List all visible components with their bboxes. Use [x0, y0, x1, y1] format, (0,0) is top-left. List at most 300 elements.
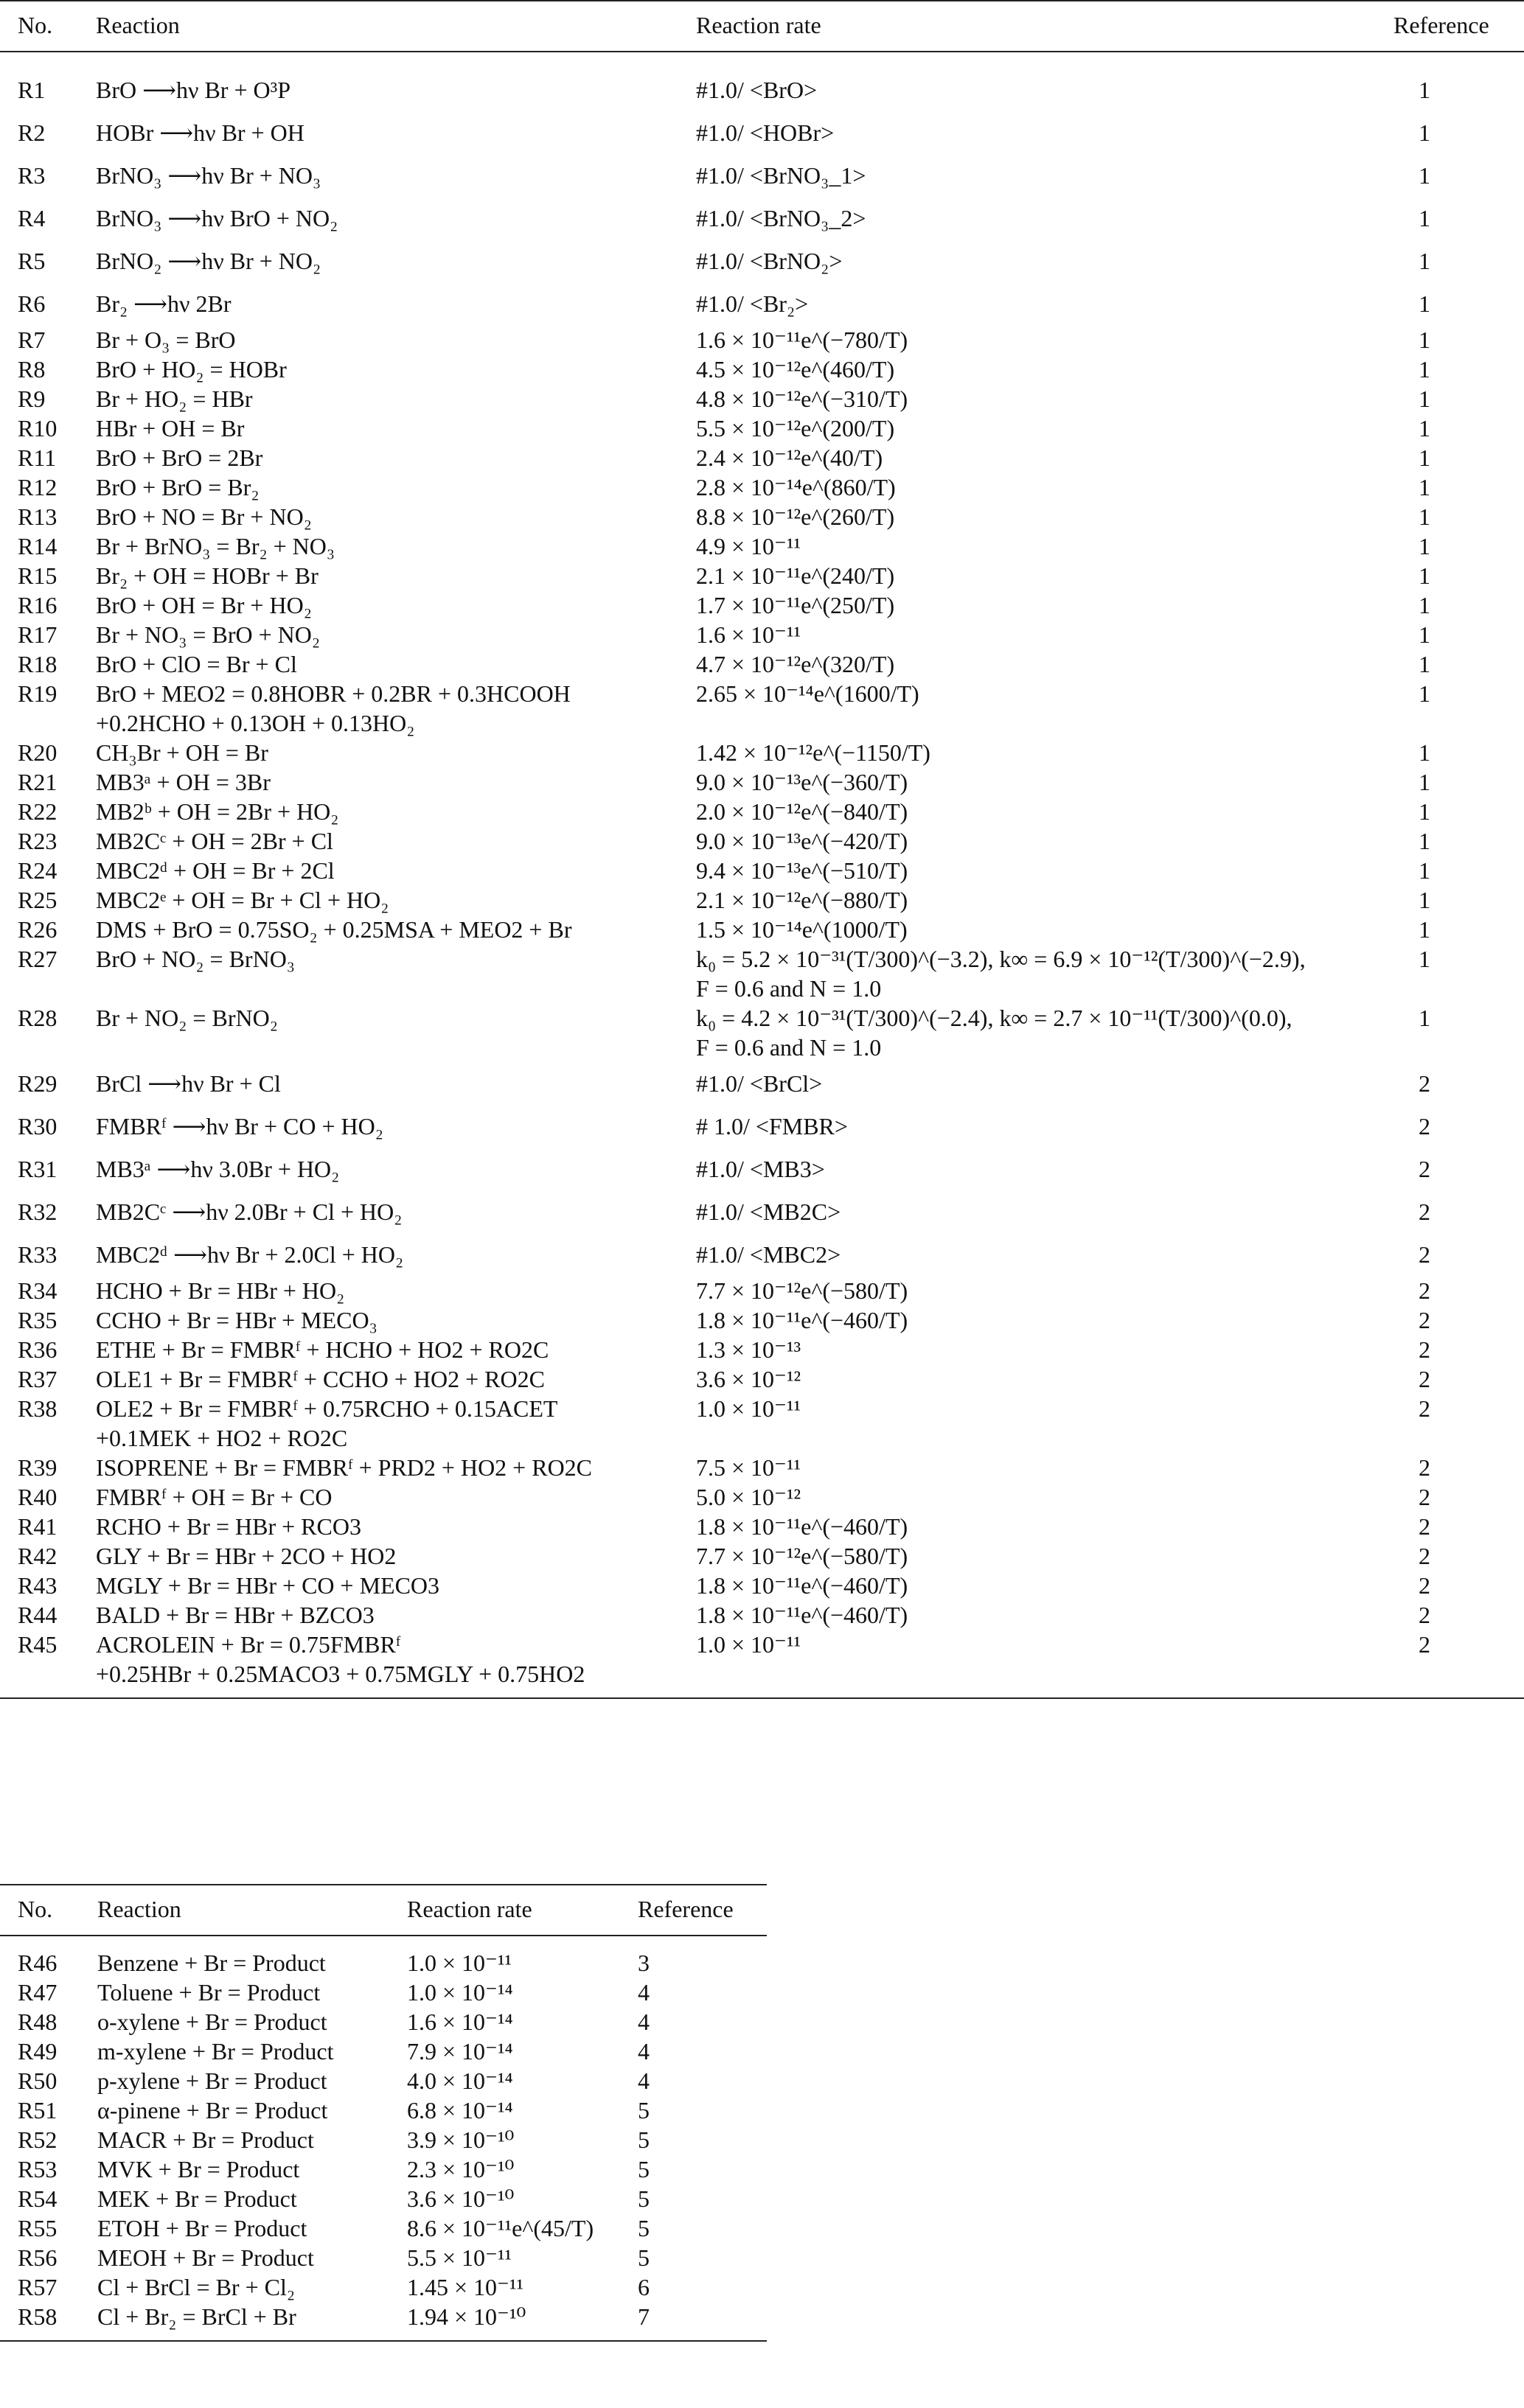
row-number: R43 — [18, 1572, 58, 1599]
rate-cell: #1.0/ <Br₂> — [696, 290, 809, 317]
rate-cell: 4.8 × 10⁻¹²e^(−310/T) — [696, 385, 908, 412]
rate-cell: 1.6 × 10⁻¹¹ — [696, 621, 801, 648]
reaction-cell: MVK + Br = Product — [97, 2156, 300, 2182]
table-body-main — [0, 52, 1524, 1698]
row-number: R31 — [18, 1156, 58, 1182]
row-number: R18 — [18, 651, 58, 677]
reference-cell: 1 — [1419, 621, 1430, 648]
row-number: R39 — [18, 1454, 58, 1481]
row-number: R56 — [18, 2244, 58, 2271]
row-number: R47 — [18, 1979, 58, 2006]
rate-cell: 5.0 × 10⁻¹² — [696, 1484, 801, 1510]
rate-cell: 1.0 × 10⁻¹¹ — [696, 1395, 801, 1422]
rate-cell: 9.0 × 10⁻¹³e^(−360/T) — [696, 769, 908, 795]
reference-cell: 1 — [1419, 651, 1430, 677]
reaction-cell: Br + O₃ = BrO — [96, 327, 236, 353]
row-number: R23 — [18, 828, 58, 854]
rate-cell: 2.8 × 10⁻¹⁴e^(860/T) — [696, 474, 896, 500]
rate-cell: # 1.0/ <FMBR> — [696, 1113, 848, 1140]
rate-cell: 3.6 × 10⁻¹² — [696, 1366, 801, 1392]
rate-cell: 1.0 × 10⁻¹¹ — [407, 1950, 512, 1976]
reference-cell: 6 — [638, 2274, 650, 2300]
rate-cell: 7.7 × 10⁻¹²e^(−580/T) — [696, 1277, 908, 1304]
reaction-cell: BrO + BrO = Br₂ — [96, 474, 260, 500]
table-row — [0, 1482, 1524, 1512]
reference-cell: 1 — [1419, 162, 1430, 189]
rate-cell: 2.0 × 10⁻¹²e^(−840/T) — [696, 798, 908, 825]
rate-cell: 4.7 × 10⁻¹²e^(320/T) — [696, 651, 895, 677]
reference-cell: 5 — [638, 2097, 650, 2123]
reaction-cell: GLY + Br = HBr + 2CO + HO2 — [96, 1543, 397, 1569]
row-number: R52 — [18, 2126, 58, 2153]
table-row — [0, 111, 1524, 154]
row-number: R41 — [18, 1513, 58, 1540]
reference-cell: 1 — [1419, 798, 1430, 825]
table-row — [0, 1453, 1524, 1482]
rate-cell: 8.6 × 10⁻¹¹e^(45/T) — [407, 2215, 594, 2241]
reference-cell: 3 — [638, 1950, 650, 1976]
reaction-cell: BrO + OH = Br + HO₂ — [96, 592, 312, 618]
table-row — [0, 2154, 767, 2184]
col-header-reaction: Reaction — [97, 1896, 181, 1922]
reaction-cell: α-pinene + Br = Product — [97, 2097, 328, 2123]
row-number: R20 — [18, 739, 58, 766]
rate-cell: 5.5 × 10⁻¹¹ — [407, 2244, 512, 2271]
rate-cell: 1.8 × 10⁻¹¹e^(−460/T) — [696, 1307, 908, 1333]
reference-cell: 1 — [1419, 503, 1430, 530]
row-number: R6 — [18, 290, 46, 317]
row-number: R17 — [18, 621, 58, 648]
reaction-cell: Br₂ ⟶hν 2Br — [96, 290, 232, 317]
col-header-reference: Reference — [1393, 12, 1489, 38]
reaction-cell: CH₃Br + OH = Br — [96, 739, 268, 766]
row-number: R38 — [18, 1395, 58, 1422]
reference-cell: 1 — [1419, 248, 1430, 274]
table-row — [0, 1148, 1524, 1190]
rate-cell: 4.0 × 10⁻¹⁴ — [407, 2067, 513, 2094]
row-number: R55 — [18, 2215, 58, 2241]
reaction-table-secondary — [0, 1884, 767, 2342]
reference-cell: 1 — [1419, 205, 1430, 231]
table-row — [0, 1512, 1524, 1541]
table-row — [0, 1233, 1524, 1276]
table-row — [0, 944, 1524, 1003]
rate-cell: 2.4 × 10⁻¹²e^(40/T) — [696, 444, 883, 471]
reference-cell: 2 — [1419, 1198, 1430, 1225]
reaction-cell: Cl + Br₂ = BrCl + Br — [97, 2303, 296, 2330]
reference-cell: 2 — [1419, 1307, 1430, 1333]
row-number: R33 — [18, 1241, 58, 1268]
reaction-cell: BrO + NO = Br + NO₂ — [96, 503, 312, 530]
row-number: R19 — [18, 680, 58, 707]
rate-cell: k₀ = 4.2 × 10⁻³¹(T/300)^(−2.4), k∞ = 2.7 × 10⁻¹¹(T/300)^(0.0), F = 0.6 and N = 1.0 — [696, 1005, 1292, 1061]
reference-cell: 1 — [1419, 916, 1430, 943]
table-row — [0, 826, 1524, 856]
reaction-cell: HOBr ⟶hν Br + OH — [96, 119, 305, 146]
reaction-cell: MBC2ᵈ + OH = Br + 2Cl — [96, 857, 335, 884]
reference-cell: 1 — [1419, 533, 1430, 559]
reaction-cell: MB2ᵇ + OH = 2Br + HO₂ — [96, 798, 339, 825]
reference-cell: 7 — [638, 2303, 650, 2330]
reaction-cell: HCHO + Br = HBr + HO₂ — [96, 1277, 345, 1304]
reference-cell: 1 — [1419, 857, 1430, 884]
reference-cell: 1 — [1419, 828, 1430, 854]
reference-cell: 2 — [1419, 1572, 1430, 1599]
table-row — [0, 197, 1524, 240]
table-row — [0, 2037, 767, 2066]
table-row — [0, 502, 1524, 531]
reference-cell: 1 — [1419, 592, 1430, 618]
row-number: R25 — [18, 887, 58, 913]
rate-cell: 2.65 × 10⁻¹⁴e^(1600/T) — [696, 680, 919, 707]
reaction-cell: MGLY + Br = HBr + CO + MECO3 — [96, 1572, 440, 1599]
reaction-cell: MEK + Br = Product — [97, 2185, 297, 2212]
table-row — [0, 325, 1524, 355]
reaction-cell: ACROLEIN + Br = 0.75FMBRᶠ +0.25HBr + 0.25MACO3 + 0.75MGLY + 0.75HO2 — [96, 1631, 585, 1687]
table-row — [0, 1190, 1524, 1233]
reference-cell: 4 — [638, 1979, 650, 2006]
rate-cell: #1.0/ <MB3> — [696, 1156, 825, 1182]
rate-cell: #1.0/ <BrO> — [696, 77, 818, 103]
reaction-cell: BrO + ClO = Br + Cl — [96, 651, 297, 677]
table-row — [0, 1003, 1524, 1062]
rate-cell: 2.3 × 10⁻¹⁰ — [407, 2156, 515, 2182]
reaction-cell: Br + HO₂ = HBr — [96, 385, 253, 412]
rate-cell: 1.8 × 10⁻¹¹e^(−460/T) — [696, 1513, 908, 1540]
table-row — [0, 856, 1524, 885]
rate-cell: 1.0 × 10⁻¹⁴ — [407, 1979, 513, 2006]
reaction-cell: BrNO₃ ⟶hν BrO + NO₂ — [96, 205, 338, 231]
table-row — [0, 2184, 767, 2213]
rate-cell: 4.5 × 10⁻¹²e^(460/T) — [696, 356, 895, 383]
reaction-cell: m-xylene + Br = Product — [97, 2038, 334, 2065]
col-header-rate: Reaction rate — [407, 1896, 532, 1922]
col-header-reaction: Reaction — [96, 12, 180, 38]
reaction-cell: HBr + OH = Br — [96, 415, 245, 442]
col-header-rate: Reaction rate — [696, 12, 821, 38]
reference-cell: 1 — [1419, 474, 1430, 500]
row-number: R57 — [18, 2274, 58, 2300]
row-number: R9 — [18, 385, 46, 412]
row-number: R46 — [18, 1950, 58, 1976]
rate-cell: 1.0 × 10⁻¹¹ — [696, 1631, 801, 1658]
rate-cell: #1.0/ <HOBr> — [696, 119, 835, 146]
table-row — [0, 2095, 767, 2125]
row-number: R28 — [18, 1005, 58, 1031]
reaction-cell: BrNO₃ ⟶hν Br + NO₃ — [96, 162, 321, 189]
row-number: R21 — [18, 769, 58, 795]
table-row — [0, 1936, 767, 1978]
rate-cell: 7.7 × 10⁻¹²e^(−580/T) — [696, 1543, 908, 1569]
reaction-cell: MACR + Br = Product — [97, 2126, 314, 2153]
reference-cell: 2 — [1419, 1484, 1430, 1510]
rate-cell: #1.0/ <BrNO₃_2> — [696, 205, 866, 231]
row-number: R10 — [18, 415, 58, 442]
table-row — [0, 2213, 767, 2243]
rate-cell: 4.9 × 10⁻¹¹ — [696, 533, 801, 559]
reference-cell: 2 — [1419, 1631, 1430, 1658]
reference-cell: 1 — [1419, 415, 1430, 442]
row-number: R32 — [18, 1198, 58, 1225]
row-number: R13 — [18, 503, 58, 530]
reference-cell: 1 — [1419, 1005, 1430, 1031]
rate-cell: 1.6 × 10⁻¹¹e^(−780/T) — [696, 327, 908, 353]
table-row — [0, 531, 1524, 561]
table-row — [0, 2243, 767, 2272]
row-number: R49 — [18, 2038, 58, 2065]
rate-cell: 1.6 × 10⁻¹⁴ — [407, 2009, 513, 2035]
table-row — [0, 2066, 767, 2095]
table-row — [0, 1394, 1524, 1453]
reaction-cell: MBC2ᵉ + OH = Br + Cl + HO₂ — [96, 887, 389, 913]
table-row — [0, 1600, 1524, 1630]
row-number: R27 — [18, 946, 58, 972]
rate-cell: 1.8 × 10⁻¹¹e^(−460/T) — [696, 1602, 908, 1628]
reaction-cell: Br₂ + OH = HOBr + Br — [96, 562, 319, 589]
reaction-cell: BrCl ⟶hν Br + Cl — [96, 1070, 281, 1097]
row-number: R1 — [18, 77, 46, 103]
reference-cell: 5 — [638, 2126, 650, 2153]
row-number: R34 — [18, 1277, 58, 1304]
table-row — [0, 240, 1524, 282]
reaction-cell: ISOPRENE + Br = FMBRᶠ + PRD2 + HO2 + RO2C — [96, 1454, 593, 1481]
reaction-cell: Br + NO₂ = BrNO₂ — [96, 1005, 278, 1031]
reaction-cell: ETOH + Br = Product — [97, 2215, 307, 2241]
reaction-cell: BrNO₂ ⟶hν Br + NO₂ — [96, 248, 321, 274]
reference-cell: 2 — [1419, 1543, 1430, 1569]
rate-cell: 7.5 × 10⁻¹¹ — [696, 1454, 801, 1481]
rate-cell: #1.0/ <BrNO₂> — [696, 248, 843, 274]
reference-cell: 4 — [638, 2067, 650, 2094]
reference-cell: 1 — [1419, 946, 1430, 972]
table-row — [0, 282, 1524, 325]
table-row — [0, 413, 1524, 443]
table-row — [0, 885, 1524, 915]
reaction-cell: MB2Cᶜ ⟶hν 2.0Br + Cl + HO₂ — [96, 1198, 403, 1225]
table-row — [0, 384, 1524, 413]
table-row — [0, 1571, 1524, 1600]
reference-cell: 1 — [1419, 290, 1430, 317]
row-number: R3 — [18, 162, 46, 189]
reference-cell: 2 — [1419, 1070, 1430, 1097]
table-header-row — [0, 1885, 767, 1936]
table-row — [0, 1364, 1524, 1394]
table-row — [0, 1105, 1524, 1148]
reaction-cell: FMBRᶠ + OH = Br + CO — [96, 1484, 333, 1510]
row-number: R4 — [18, 205, 46, 231]
reaction-cell: BrO + NO₂ = BrNO₃ — [96, 946, 295, 972]
table-row — [0, 472, 1524, 502]
row-number: R54 — [18, 2185, 58, 2212]
reference-cell: 1 — [1419, 680, 1430, 707]
table-row — [0, 797, 1524, 826]
table-row — [0, 1276, 1524, 1305]
reference-cell: 5 — [638, 2215, 650, 2241]
reaction-cell: Br + NO₃ = BrO + NO₂ — [96, 621, 320, 648]
reaction-cell: BrO + BrO = 2Br — [96, 444, 263, 471]
rate-cell: 3.9 × 10⁻¹⁰ — [407, 2126, 515, 2153]
table-header-row — [0, 1, 1524, 52]
reaction-cell: MBC2ᵈ ⟶hν Br + 2.0Cl + HO₂ — [96, 1241, 404, 1268]
row-number: R15 — [18, 562, 58, 589]
rate-cell: 1.45 × 10⁻¹¹ — [407, 2274, 524, 2300]
row-number: R36 — [18, 1336, 58, 1363]
col-header-reference: Reference — [638, 1896, 734, 1922]
table-row — [0, 561, 1524, 590]
table-row — [0, 2007, 767, 2037]
reference-cell: 1 — [1419, 385, 1430, 412]
reference-cell: 1 — [1419, 739, 1430, 766]
row-number: R37 — [18, 1366, 58, 1392]
reaction-cell: MEOH + Br = Product — [97, 2244, 314, 2271]
reaction-cell: MB3ᵃ ⟶hν 3.0Br + HO₂ — [96, 1156, 340, 1182]
row-number: R45 — [18, 1631, 58, 1658]
rate-cell: #1.0/ <BrNO₃_1> — [696, 162, 866, 189]
rate-cell: 1.3 × 10⁻¹³ — [696, 1336, 801, 1363]
table-row — [0, 649, 1524, 679]
reaction-cell: FMBRᶠ ⟶hν Br + CO + HO₂ — [96, 1113, 383, 1140]
table-row — [0, 443, 1524, 472]
reference-cell: 2 — [1419, 1336, 1430, 1363]
reference-cell: 5 — [638, 2156, 650, 2182]
row-number: R29 — [18, 1070, 58, 1097]
row-number: R53 — [18, 2156, 58, 2182]
row-number: R11 — [18, 444, 57, 471]
reference-cell: 2 — [1419, 1602, 1430, 1628]
table-row — [0, 767, 1524, 797]
table-row — [0, 738, 1524, 767]
table-row — [0, 915, 1524, 944]
table-row — [0, 620, 1524, 649]
rate-cell: 1.94 × 10⁻¹⁰ — [407, 2303, 526, 2330]
reference-cell: 4 — [638, 2009, 650, 2035]
row-number: R40 — [18, 1484, 58, 1510]
rate-cell: 1.7 × 10⁻¹¹e^(250/T) — [696, 592, 895, 618]
row-number: R24 — [18, 857, 58, 884]
table-row — [0, 1335, 1524, 1364]
rate-cell: 1.8 × 10⁻¹¹e^(−460/T) — [696, 1572, 908, 1599]
rate-cell: 2.1 × 10⁻¹¹e^(240/T) — [696, 562, 895, 589]
rate-cell: 2.1 × 10⁻¹²e^(−880/T) — [696, 887, 908, 913]
row-number: R26 — [18, 916, 58, 943]
reaction-cell: BrO + MEO2 = 0.8HOBR + 0.2BR + 0.3HCOOH +0.2HCHO + 0.13OH + 0.13HO₂ — [96, 680, 571, 736]
col-header-no: No. — [18, 12, 53, 38]
rate-cell: 6.8 × 10⁻¹⁴ — [407, 2097, 513, 2123]
table-row — [0, 1541, 1524, 1571]
rate-cell: 1.42 × 10⁻¹²e^(−1150/T) — [696, 739, 930, 766]
reaction-cell: DMS + BrO = 0.75SO₂ + 0.25MSA + MEO2 + Br — [96, 916, 572, 943]
reference-cell: 2 — [1419, 1156, 1430, 1182]
rate-cell: k₀ = 5.2 × 10⁻³¹(T/300)^(−3.2), k∞ = 6.9 × 10⁻¹²(T/300)^(−2.9), F = 0.6 and N = 1.0 — [696, 946, 1306, 1002]
row-number: R42 — [18, 1543, 58, 1569]
reference-cell: 5 — [638, 2244, 650, 2271]
rate-cell: 9.0 × 10⁻¹³e^(−420/T) — [696, 828, 908, 854]
row-number: R22 — [18, 798, 58, 825]
table-row — [0, 590, 1524, 620]
reference-cell: 4 — [638, 2038, 650, 2065]
reference-cell: 5 — [638, 2185, 650, 2212]
table-row — [0, 1978, 767, 2007]
rate-cell: 1.5 × 10⁻¹⁴e^(1000/T) — [696, 916, 908, 943]
reaction-cell: p-xylene + Br = Product — [97, 2067, 327, 2094]
row-number: R2 — [18, 119, 46, 146]
reference-cell: 1 — [1419, 119, 1430, 146]
row-number: R8 — [18, 356, 46, 383]
table-row — [0, 1062, 1524, 1105]
row-number: R50 — [18, 2067, 58, 2094]
reference-cell: 1 — [1419, 769, 1430, 795]
row-number: R30 — [18, 1113, 58, 1140]
rate-cell: #1.0/ <MB2C> — [696, 1198, 841, 1225]
table-row — [0, 1630, 1524, 1698]
rate-cell: 3.6 × 10⁻¹⁰ — [407, 2185, 515, 2212]
row-number: R16 — [18, 592, 58, 618]
table-row — [0, 2302, 767, 2341]
row-number: R7 — [18, 327, 46, 353]
reference-cell: 1 — [1419, 77, 1430, 103]
row-number: R12 — [18, 474, 58, 500]
reaction-cell: Benzene + Br = Product — [97, 1950, 326, 1976]
table-row — [0, 355, 1524, 384]
reaction-cell: ETHE + Br = FMBRᶠ + HCHO + HO2 + RO2C — [96, 1336, 549, 1363]
reaction-cell: BrO ⟶hν Br + O³P — [96, 77, 290, 103]
reaction-cell: RCHO + Br = HBr + RCO3 — [96, 1513, 361, 1540]
row-number: R35 — [18, 1307, 58, 1333]
reaction-cell: BALD + Br = HBr + BZCO3 — [96, 1602, 375, 1628]
reference-cell: 2 — [1419, 1241, 1430, 1268]
table-row — [0, 1305, 1524, 1335]
rate-cell: 8.8 × 10⁻¹²e^(260/T) — [696, 503, 895, 530]
rate-cell: 7.9 × 10⁻¹⁴ — [407, 2038, 513, 2065]
row-number: R48 — [18, 2009, 58, 2035]
reaction-cell: OLE1 + Br = FMBRᶠ + CCHO + HO2 + RO2C — [96, 1366, 545, 1392]
row-number: R58 — [18, 2303, 58, 2330]
rate-cell: 9.4 × 10⁻¹³e^(−510/T) — [696, 857, 908, 884]
reference-cell: 1 — [1419, 444, 1430, 471]
table-row — [0, 2125, 767, 2154]
col-header-no: No. — [18, 1896, 53, 1922]
table-body-secondary — [0, 1936, 767, 2341]
row-number: R51 — [18, 2097, 58, 2123]
row-number: R44 — [18, 1602, 58, 1628]
table-row — [0, 52, 1524, 111]
reaction-cell: Cl + BrCl = Br + Cl₂ — [97, 2274, 295, 2300]
table-row — [0, 2272, 767, 2302]
reference-cell: 2 — [1419, 1113, 1430, 1140]
row-number: R14 — [18, 533, 58, 559]
rate-cell: 5.5 × 10⁻¹²e^(200/T) — [696, 415, 895, 442]
reaction-cell: OLE2 + Br = FMBRᶠ + 0.75RCHO + 0.15ACET +0.1MEK + HO2 + RO2C — [96, 1395, 558, 1451]
reference-cell: 2 — [1419, 1395, 1430, 1422]
reference-cell: 1 — [1419, 356, 1430, 383]
reference-cell: 2 — [1419, 1454, 1430, 1481]
rate-cell: #1.0/ <BrCl> — [696, 1070, 823, 1097]
reaction-cell: BrO + HO₂ = HOBr — [96, 356, 287, 383]
reaction-cell: Toluene + Br = Product — [97, 1979, 321, 2006]
row-number: R5 — [18, 248, 46, 274]
reaction-cell: MB2Cᶜ + OH = 2Br + Cl — [96, 828, 333, 854]
reaction-cell: Br + BrNO₃ = Br₂ + NO₃ — [96, 533, 335, 559]
rate-cell: #1.0/ <MBC2> — [696, 1241, 841, 1268]
table-row — [0, 679, 1524, 738]
reaction-cell: o-xylene + Br = Product — [97, 2009, 327, 2035]
reference-cell: 1 — [1419, 562, 1430, 589]
table-row — [0, 154, 1524, 197]
reference-cell: 2 — [1419, 1366, 1430, 1392]
reference-cell: 2 — [1419, 1277, 1430, 1304]
reference-cell: 2 — [1419, 1513, 1430, 1540]
reference-cell: 1 — [1419, 327, 1430, 353]
